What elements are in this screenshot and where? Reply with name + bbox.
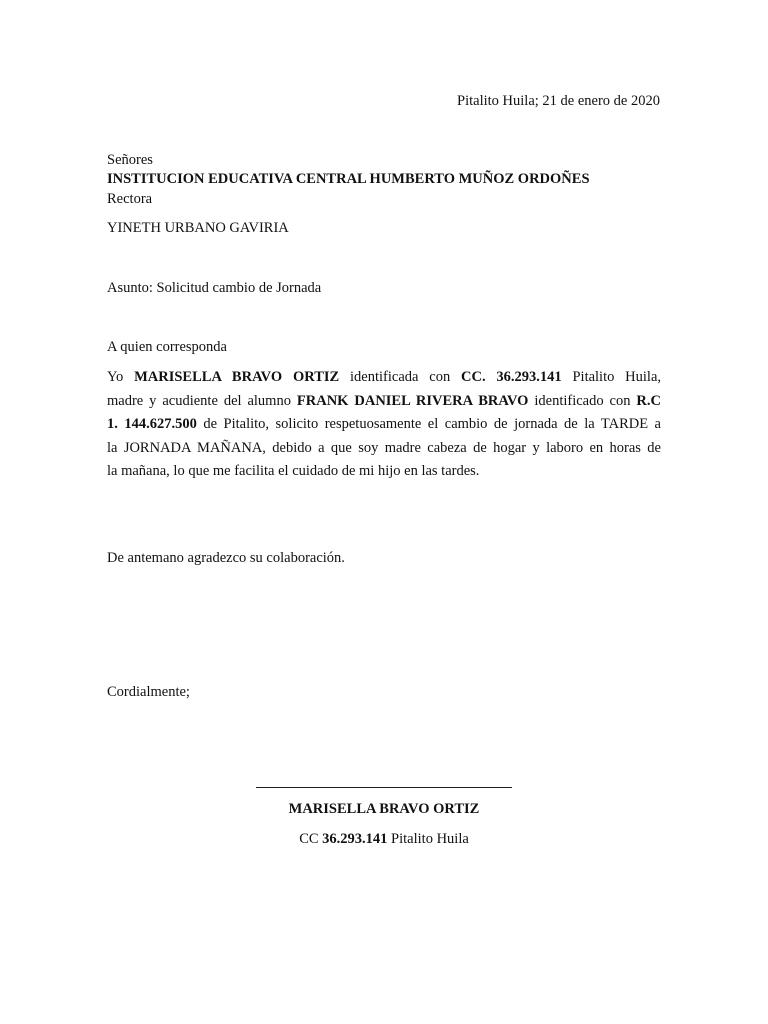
student-id-prefix: R.C (636, 392, 661, 409)
letter-closing: Cordialmente; (107, 684, 190, 700)
recipient-name: YINETH URBANO GAVIRIA (107, 220, 289, 236)
body-line-3 (107, 413, 661, 437)
institution-name: INSTITUCION EDUCATIVA CENTRAL HUMBERTO MUÑOZ ORDOÑES (107, 171, 590, 187)
body-line-2 (107, 390, 661, 414)
signature-id-prefix: CC (299, 831, 323, 847)
body-line-4: la JORNADA MAÑANA, debido a que soy madre cabeza de hogar y laboro en horas de (107, 439, 661, 456)
signature-name: MARISELLA BRAVO ORTIZ (288, 801, 480, 817)
letter-date: Pitalito Huila; 21 de enero de 2020 (457, 93, 660, 109)
letter-body (107, 366, 661, 484)
signature-line (256, 787, 512, 788)
body-text: identificada con (339, 369, 462, 385)
signature-id (0, 830, 768, 848)
body-text: Yo (107, 369, 135, 385)
letter-greeting: A quien corresponda (107, 339, 227, 355)
student-name: FRANK DANIEL RIVERA BRAVO (296, 392, 529, 409)
body-text: de Pitalito, solicito respetuosamente el cambio de jornada de la TARDE a (196, 416, 661, 432)
student-id-number: 1. 144.627.500 (107, 416, 197, 432)
recipient-role: Rectora (107, 191, 153, 207)
body-text: madre y acudiente del alumno (107, 392, 297, 409)
letter-subject: Asunto: Solicitud cambio de Jornada (107, 280, 322, 296)
signature-id-city: Pitalito Huila (387, 831, 469, 847)
signature-id-number: 36.293.141 (322, 831, 388, 847)
applicant-id: CC. 36.293.141 (461, 369, 562, 385)
salutation-header: Señores (107, 152, 153, 168)
body-line-5: la mañana, lo que me facilita el cuidado de mi hijo en las tardes. (107, 463, 480, 479)
applicant-name: MARISELLA BRAVO ORTIZ (134, 369, 340, 385)
letter-thanks: De antemano agradezco su colaboración. (107, 550, 345, 566)
body-text: identificado con (528, 392, 637, 409)
body-line-1 (107, 366, 661, 390)
body-text: Pitalito Huila, (561, 369, 662, 385)
